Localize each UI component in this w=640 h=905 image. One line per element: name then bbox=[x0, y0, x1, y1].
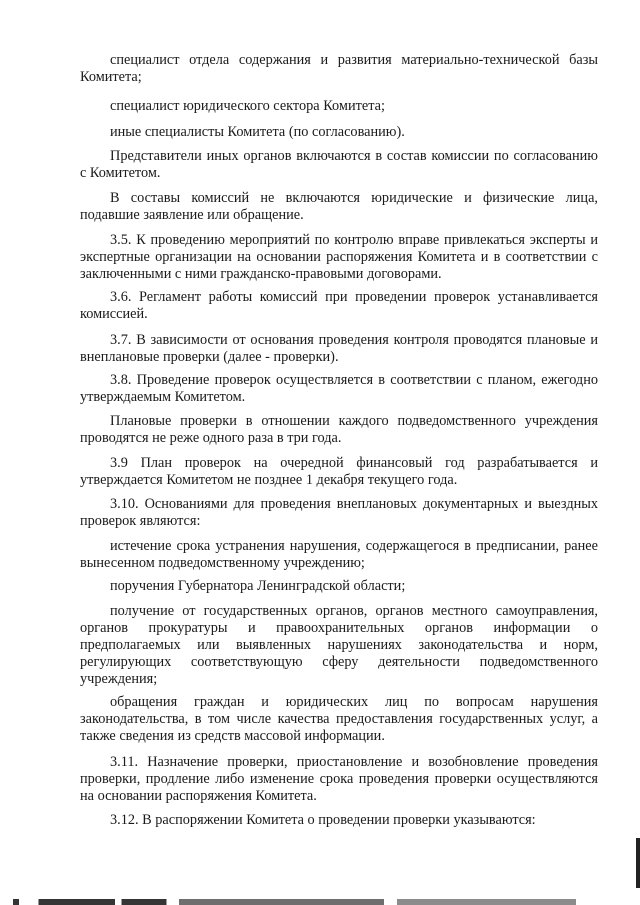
paragraph-3-12: 3.12. В распоряжении Комитета о проведении проверки указываются: bbox=[110, 812, 536, 828]
paragraph-3-7: 3.7. В зависимости от основания проведения контроля проводятся плановые и внеплановые проверки (далее - проверки). bbox=[80, 332, 598, 365]
paragraph-3-10: 3.10. Основаниями для проведения внеплановых документарных и выездных проверок являются: bbox=[80, 496, 598, 529]
paragraph-specialist-legal: специалист юридического сектора Комитета; bbox=[110, 98, 385, 114]
paragraph-other-bodies: Представители иных органов включаются в состав комиссии по согласованию с Комитетом. bbox=[80, 148, 598, 181]
scan-edge-mark bbox=[636, 838, 640, 888]
paragraph-information-received: получение от государственных органов, органов местного самоуправления, органов прокуратуры и правоохранительных органов информации о предполагаемых или выявленных нарушениях законодательства и норм, регулирующих соответствующую сферу деятельности подведомственного учреждения; bbox=[80, 603, 598, 687]
paragraph-specialist-mtb: специалист отдела содержания и развития материально-технической базы Комитета; bbox=[80, 52, 598, 85]
scan-bottom-strip bbox=[0, 899, 640, 905]
paragraph-planned-checks: Плановые проверки в отношении каждого подведомственного учреждения проводятся не реже одного раза в три года. bbox=[80, 413, 598, 446]
paragraph-3-9: 3.9 План проверок на очередной финансовый год разрабатывается и утверждается Комитетом не позднее 1 декабря текущего года. bbox=[80, 455, 598, 488]
paragraph-3-8: 3.8. Проведение проверок осуществляется в соответствии с планом, ежегодно утверждаемым Комитетом. bbox=[80, 372, 598, 405]
paragraph-governor-orders: поручения Губернатора Ленинградской области; bbox=[110, 578, 406, 594]
paragraph-3-6: 3.6. Регламент работы комиссий при проведении проверок устанавливается комиссией. bbox=[80, 289, 598, 322]
paragraph-other-specialists: иные специалисты Комитета (по согласованию). bbox=[110, 124, 405, 140]
paragraph-exclusions: В составы комиссий не включаются юридические и физические лица, подавшие заявление или обращение. bbox=[80, 190, 598, 223]
paragraph-deadline-expiry: истечение срока устранения нарушения, содержащегося в предписании, ранее вынесенном подведомственному учреждению; bbox=[80, 538, 598, 571]
paragraph-citizen-appeals: обращения граждан и юридических лиц по вопросам нарушения законодательства, в том числе качества предоставления государственных услуг, а также сведения из средств массовой информации. bbox=[80, 694, 598, 744]
paragraph-3-11: 3.11. Назначение проверки, приостановление и возобновление проведения проверки, продление либо изменение срока проведения проверки осуществляются на основании распоряжения Комитета. bbox=[80, 754, 598, 804]
paragraph-3-5: 3.5. К проведению мероприятий по контролю вправе привлекаться эксперты и экспертные организации на основании распоряжения Комитета и в соответствии с заключенными с ними гражданско-правовыми договорами. bbox=[80, 232, 598, 282]
